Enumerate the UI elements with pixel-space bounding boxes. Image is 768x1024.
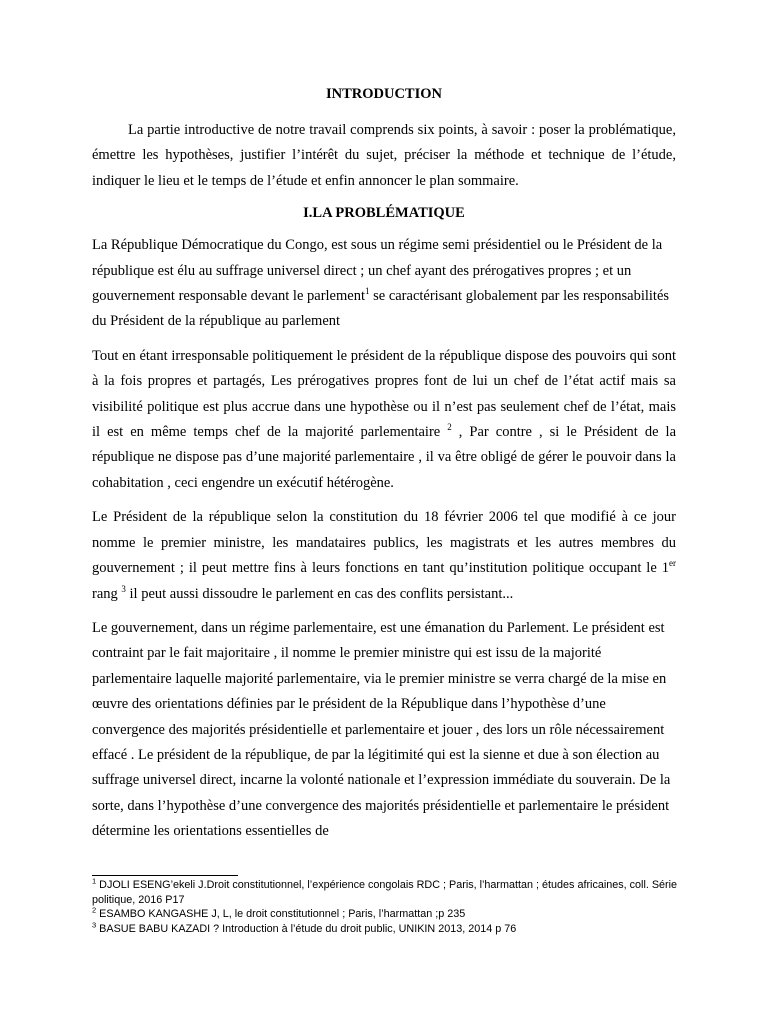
paragraph-3 [92,505,676,607]
paragraph-3-text-b: rang [92,585,122,602]
introduction-paragraph: La partie introductive de notre travail comprends six points, à savoir : poser la problématique, émettre les hypothèses, justifier l’intérêt du sujet, préciser la méthode et technique de l’étude, indiquer le lieu et le temps de l’étude et enfin annoncer le plan sommaire. [92,122,676,189]
problematique-title: I.LA PROBLÉMATIQUE [303,205,465,222]
paragraph-1 [92,233,676,335]
paragraph-4: Le gouvernement, dans un régime parlementaire, est une émanation du Parlement. Le président est contraint par le fait majoritaire , il nomme le premier ministre qui est issu de la majorité parlementaire laquelle majorité parlementaire, via le premier ministre se verra chargé de la mise en œuvre des orientations définies par le président de la République dans l’hypothèse d’une convergence des majorités présidentielle et parlementaire et jouer , des lors un rôle nécessairement effacé . Le président de la république, de par la légitimité qui est la sienne et due à son élection au suffrage universel direct, incarne la volonté nationale et l’expression immédiate du souverain. De la sorte, dans l’hypothèse d’une convergence des majorités présidentielle et parlementaire le président détermine les orientations essentielles de [92,619,671,840]
paragraph-1-text-a: La République Démocratique du Congo, est sous un régime semi présidentiel ou le Président de la république est élu au suffrage universel direct ; un chef ayant des prérogatives propres ; et un gouvernement responsable devant le parlement [92,237,663,305]
paragraph-3-text-a: Le Président de la république selon la constitution du 18 février 2006 tel que modifié à ce jour nomme le premier ministre, les mandataires publics, les magistrats et les autres membres du gouvernement ; il peut mettre fins à leurs fonctions en tant qu’institution politique occupant le 1 [92,509,676,577]
footnote-number: 3 [92,919,97,929]
footnote-text: ESAMBO KANGASHE J, L, le droit constitutionnel ; Paris, l’harmattan ;p 235 [96,908,466,920]
paragraph-3-text-c: il peut aussi dissoudre le parlement en cas des conflits persistant... [125,585,514,602]
paragraph-2-text-b: , Par contre , si le Président de la république ne dispose pas d’une majorité parlementaire , il va être obligé de gérer le pouvoir dans la cohabitation , ceci engendre un exécutif hétérogène. [92,424,677,491]
footnote-ref-3: 3 [121,583,126,594]
document-page [92,84,676,854]
footnote-ref-2: 2 [447,422,452,433]
footnotes [92,878,682,936]
footnote-text: BASUE BABU KAZADI ? Introduction à l’étude du droit public, UNIKIN 2013, 2014 p 76 [96,922,517,935]
footnote-text: DJOLI ESENG’ekeli J.Droit constitutionnel, l’expérience congolais RDC ; Paris, l’harmattan ; études africaines, coll. Série politique, 2016 P17 [92,879,678,906]
footnote-3 [92,919,682,937]
footnote-separator [92,875,238,876]
footnote-number: 1 [92,876,97,886]
footnote-number: 2 [92,905,97,915]
ordinal-superscript: er [669,558,676,569]
paragraph-2-text-a: Tout en étant irresponsable politiquement le président de la république dispose des pouvoirs qui sont à la fois propres et partagés, Les prérogatives propres font de lui un chef de l’état actif mais sa visibilité politique est plus accrue dans une hypothèse ou il n’est pas seulement chef de l’état, mais il est en même temps chef de la majorité parlementaire [92,347,676,441]
paragraph-2 [92,344,676,496]
paragraph-1-text-b: se caractérisant globalement par les responsabilités du Président de la république au parlement [92,288,670,330]
footnote-2 [92,907,682,922]
footnote-1 [92,878,682,907]
footnote-ref-1: 1 [364,286,370,297]
introduction-title: INTRODUCTION [325,86,442,102]
